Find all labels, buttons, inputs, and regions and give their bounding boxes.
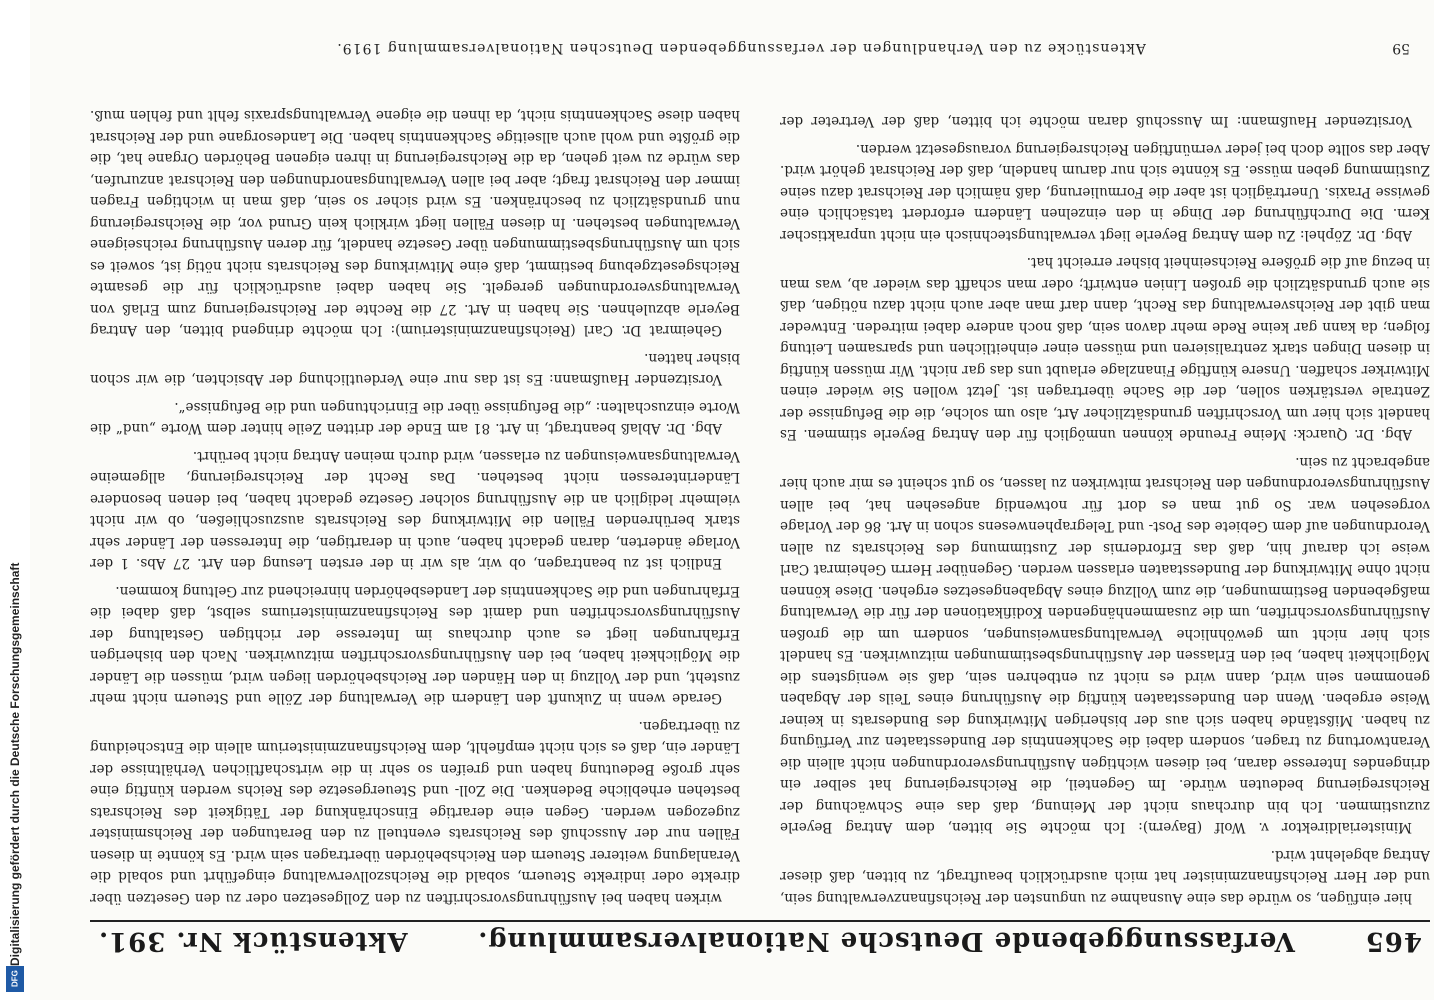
paragraph: Vorsitzender Haußmann: Es ist das nur eine Verdeutlichung der Absichten, die wir schon bisher hatten. [90, 350, 740, 388]
paragraph: Ministerialdirektor v. Wolf (Bayern): Ich möchte Sie bitten, dem Antrag Beyerle zuzustimmen. Ich bin durchaus nicht der Meinung, daß das eine Schwächung der Reichsregierung bedeuten würde. Im Gegenteil, die Reichsregierung hat selber ein dringendes Interesse daran, bei diesen wichtigen Ausführungsverordnungen nicht allein die Verantwortung zu tragen, sondern dabei die Sachkenntnis der Bundesstaaten zur Verfügung zu haben. Mißstände haben sich aus der bisherigen Mitwirkung des Bundesrats in keiner Weise ergeben. Wenn den Bundesstaaten künftig die Ausführung eines Teils der Abgaben genommen sein wird, dann wird es nicht zu entbehren sein, daß sie wenigstens die Möglichkeit haben, bei den Erlassen der Ausführungsbestimmungen mitzuwirken. Es handelt sich hier nicht um gewöhnliche Verwaltungsanweisungen, sondern um die großen Ausführungsvorschriften, um die zusammenhängenden Kodifikationen der für die Verwaltung maßgebenden Bestimmungen, die zum Vollzug eines Abgabengesetzes ergehen. Diese können nicht ohne Mitwirkung der Bundesstaaten erlassen werden. Gegenüber Herrn Geheimrat Carl weise ich darauf hin, daß das Erfordernis der Zustimmung des Reichsrats zu allen Verordnungen auf dem Gebiete des Post- und Telegraphenwesens schon in Art. 86 der Vorlage vorgesehen war. So gut man es dort für notwendig angesehen hat, bei allen Ausführungsverordnungen den Reichsrat mitwirken zu lassen, so gut scheint es mir auch hier angebracht zu sein. [780, 454, 1430, 836]
dfg-logo: DFG [6, 966, 24, 992]
paragraph: wirken haben bei Ausführungsvorschriften zu den Zollgesetzen oder zu den Gesetzen über direkte oder indirekte Steuern, sobald die Reichszollverwaltung eingeführt und sobald die Veranlagung weiterer Steuern den Reichsbehörden übertragen sein wird. Es könnte in diesen Fällen nur der Ausschuß des Reichsrats eventuell zu den Beratungen der Reichsminister zugezogen werden. Gegen eine derartige Einschränkung der Tätigkeit des Reichsrats bestehen erhebliche Bedenken. Die Zoll- und Steuergesetze des Reichs werden künftig eine sehr große Bedeutung haben und greifen so sehr in die wirtschaftlichen Verhältnisse der Länder ein, daß es sich nicht empfiehlt, dem Reichsfinanzministerium allein die Entscheidung zu übertragen. [90, 718, 740, 906]
text-columns [90, 108, 1430, 908]
paragraph: Endlich ist zu beantragen, ob wir, als wir in der ersten Lesung den Art. 27 Abs. 1 der Vorlage änderten, daran gedacht haben, auch in derartigen, die Interessen der Länder sehr stark berührenden Fällen die Mitwirkung des Reichsrats auszuschließen, ob wir nicht vielmehr lediglich an die Ausführung solcher Gesetze gedacht haben, bei denen besondere Länderinteressen nicht bestehen. Das Recht der Reichsregierung, allgemeine Verwaltungsanweisungen zu erlassen, wird durch meinen Antrag nicht berührt. [90, 448, 740, 572]
paragraph: Abg. Dr. Quarck: Meine Freunde können unmöglich für den Antrag Beyerle stimmen. Es handelt sich hier um Vorschriften grundsätzlicher Art, also um solche, die die Befugnisse der Zentrale verstärken sollen, der die Sache übertragen ist. Jetzt wollen Sie wieder einen Mitwirker schaffen. Unsere künftige Finanzlage erlaubt uns das gar nicht. Wir müssen künftig in diesen Dingen stark zentralisieren und müssen einer einheitlichen und sparsamen Leitung folgen; da kann gar keine Rede mehr davon sein, daß noch andere dabei mitreden. Entweder man gibt der Reichsverwaltung das Recht, dann darf man aber auch nicht dazu nötigen, daß sie auch grundsätzlich die großen Linien entwirft; oder man schafft das wieder ab, was man in bezug auf die größere Reichseinheit bisher erreicht hat. [780, 254, 1430, 443]
paragraph: Abg. Dr. Zöphel: Zu dem Antrag Beyerle liegt verwaltungstechnisch ein nicht unpraktischer Kern. Die Durchführung der Dinge in den einzelnen Ländern erfordert tatsächlich eine gewisse Praxis. Unerträglich ist aber die Formulierung, daß nämlich der Reichsrat dazu seine Zustimmung geben müsse. Es könnte sich nur darum handeln, daß der Reichsrat gehört wird. Aber das sollte doch bei jeder vernünftigen Reichsregierung vorausgesetzt werden. [780, 141, 1430, 243]
page-number: 465 [1364, 926, 1422, 956]
paragraph: Gerade wenn in Zukunft den Ländern die Verwaltung der Zölle und Steuern nicht mehr zusteht, und der Vollzug in den Händen der Reichsbehörden liegen wird, müssen die Länder die Möglichkeit haben, bei den Ausführungsvorschriften mitzuwirken. Nach den bisherigen Erfahrungen liegt es auch durchaus im Interesse der richtigen Gestaltung der Ausführungsvorschriften und damit des Reichsfinanzministeriums selbst, daß dabei die Erfahrungen und die Sachkenntnis der Landesbehörden hinreichend zur Geltung kommen. [90, 583, 740, 707]
running-head [90, 920, 1430, 980]
text-column-right [90, 108, 740, 908]
page-footer [90, 30, 1430, 66]
page-title: Verfassunggebende Deutsche Nationalversammlung. [477, 926, 1295, 956]
credit-text: Digitalisierung gefördert durch die Deutsche Forschungsgemeinschaft [8, 562, 22, 966]
paragraph: Abg. Dr. Ablaß beantragt, in Art. 81 am Ende der dritten Zeile hinter dem Worte „und“ die Worte einzuschalten: „die Befugnisse über die Einrichtungen und die Befugnisse“. [90, 399, 740, 437]
paragraph: Geheimrat Dr. Carl (Reichsfinanzministerium): Ich möchte dringend bitten, den Antrag Beyerle abzulehnen. Sie haben in Art. 27 die Rechte der Reichsregierung zum Erlaß von Verwaltungsverordnungen geregelt. Sie haben dabei ausdrücklich für die gesamte Reichsgesetzgebung bestimmt, daß eine Mitwirkung des Reichsrats nicht nötig ist, soweit es sich um Ausführungsbestimmungen über Gesetze handelt, für deren Ausführung reichseigene Verwaltungen bestehen. In diesen Fällen liegt wirklich kein Grund vor, die Reichsregierung nun grundsätzlich zu beschränken. Es wird sicher so sein, daß man in wichtigen Fragen immer den Reichsrat fragt; aber bei allen Verwaltungsanordnungen den Reichsrat anzurufen, das würde zu weit gehen, da die Reichsregierung in ihren eigenen Behörden Organe hat, die die größte und wohl auch allseitige Sachkenntnis haben. Die Landesorgane und der Reichsrat haben diese Sachkenntnis nicht, da ihnen die eigene Verwaltungspraxis fehlt und fehlen muß. [90, 108, 740, 339]
text-column-left [780, 108, 1430, 908]
paragraph: hier einfügen, so würde das eine Ausnahme zu ungunsten der Reichsfinanzverwaltung sein, und der Herr Reichsfinanzminister hat mich ausdrücklich beauftragt, zu bitten, daß dieser Antrag abgelehnt wird. [780, 847, 1430, 906]
footer-text: Aktenstücke zu den Verhandlungen der verfassunggebenden Deutschen Nationalversammlung 1919. [336, 40, 1146, 56]
folio-number: 59 [1392, 40, 1410, 56]
scanned-page [30, 0, 1434, 1000]
document-number: Aktenstück Nr. 391. [98, 926, 408, 956]
paragraph: Vorsitzender Haußmann: Im Ausschuß daran möchte ich bitten, daß der Vertreter der [780, 113, 1412, 130]
digitization-credit [0, 0, 30, 1000]
rotated-page-content [90, 30, 1430, 980]
